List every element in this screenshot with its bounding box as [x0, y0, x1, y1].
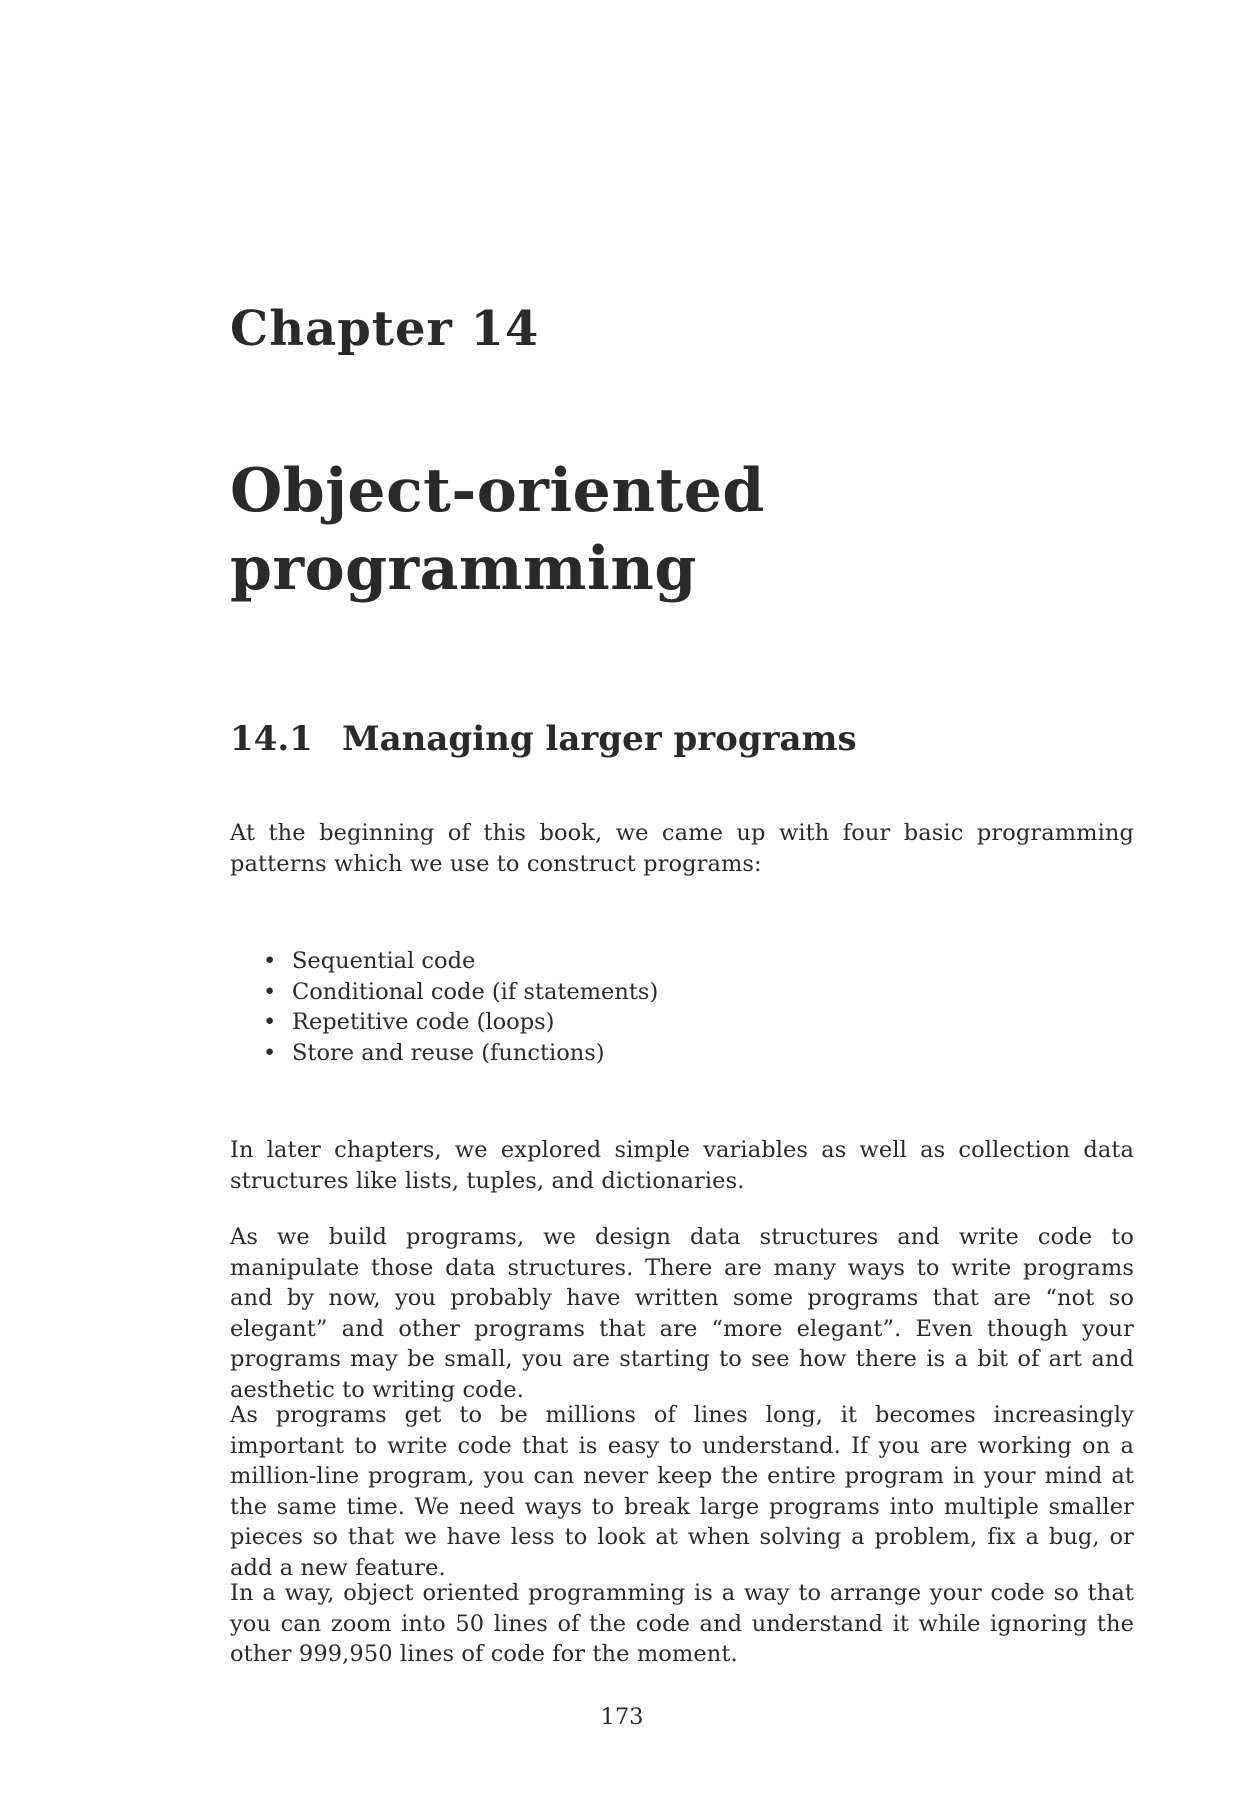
list-item-text: Store and reuse (functions) [292, 1039, 605, 1066]
body-paragraph: As we build programs, we design data structures and write code to manipulate those data structures. There are many ways to write programs and by now, you probably have written some programs that are “not so elegant” and other programs that are “more elegant”. Even though your programs may be small, you are starting to see how there is a bit of art and aesthetic to writing code. [230, 1224, 1134, 1403]
list-item [258, 1007, 658, 1038]
list-item [258, 1038, 658, 1069]
chapter-label: Chapter 14 [230, 301, 540, 357]
section-title: Managing larger programs [342, 719, 857, 759]
bullet-icon: • [263, 1039, 277, 1066]
list-item [258, 946, 658, 977]
body-paragraph: In a way, object oriented programming is a way to arrange your code so that you can zoom into 50 lines of the code and understand it while ignoring the other 999,950 lines of code for the moment. [230, 1580, 1134, 1667]
list-item [258, 977, 658, 1008]
pattern-list [258, 946, 658, 1068]
list-item-text: Conditional code (if statements) [292, 978, 659, 1005]
intro-paragraph: At the beginning of this book, we came up with four basic programming patterns which we use to construct programs: [230, 820, 1134, 877]
body-paragraph: In later chapters, we explored simple variables as well as collection data structures like lists, tuples, and dictionaries. [230, 1137, 1134, 1194]
list-item-text: Sequential code [292, 948, 476, 974]
list-item-text: Repetitive code (loops) [292, 1009, 555, 1035]
bullet-icon: • [263, 978, 277, 1005]
section-heading [230, 719, 857, 759]
section-number: 14.1 [230, 719, 313, 759]
chapter-title: Object-oriented programming [230, 456, 765, 604]
page-number: 173 [600, 1704, 644, 1730]
bullet-icon: • [263, 1009, 277, 1035]
bullet-icon: • [263, 948, 277, 974]
body-paragraph: As programs get to be millions of lines long, it becomes increasingly important to write code that is easy to understand. If you are working on a million-line program, you can never keep the entire program in your mind at the same time. We need ways to break large programs into multiple smaller pieces so that we have less to look at when solving a problem, fix a bug, or add a new feature. [230, 1402, 1134, 1581]
